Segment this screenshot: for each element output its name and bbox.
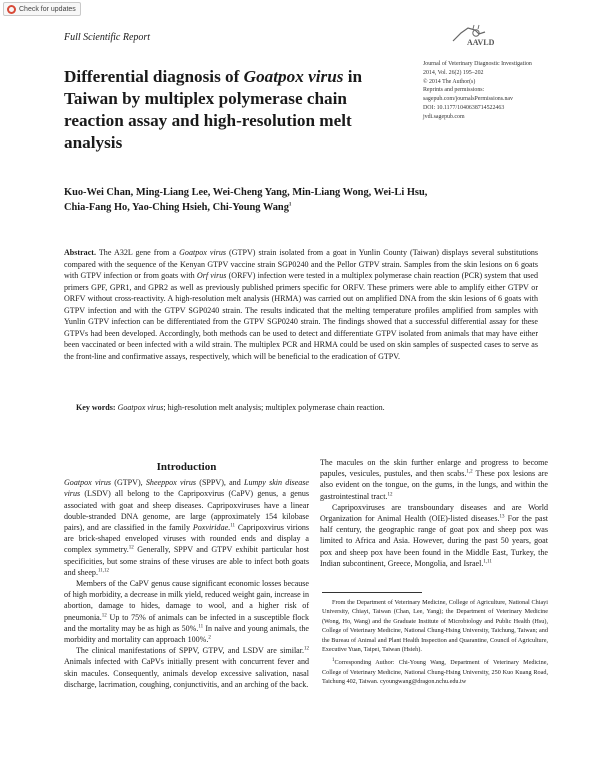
permissions-link[interactable]: sagepub.com/journalsPermissions.nav [423, 96, 513, 103]
title-part-1: Differential diagnosis of [64, 67, 244, 86]
title-part-2: in Taiwan by multiplex polymerase chain reaction assay and high-resolution melt analysis [64, 67, 363, 152]
intro-paragraph-5: Capripoxviruses are transboundary diseases and are World Organization for Animal Health (OIE)-listed diseases.$^{13}$ For the past half century, the geographic range of goat pox and sheep pox was limited to Africa and Asia. However, during the past 50 years, goat pox and sheep pox have been found in the Middle East, Turkey, the Indian subcontinent, Greece, Mongolia, and Israel.$^{1,11}$ [320, 502, 548, 568]
intro-paragraph-1: Goatpox virus (GTPV), Sheeppox virus (SPPV), and Lumpy skin disease virus (LSDV) all belong to the Capripoxvirus (CaPV) genus, a genus associated with goat and sheep diseases. Capripoxviruses have a linear double-stranded DNA genome, are large (approximately 154 kilobase pairs), and are classified in the family Poxviridae.$^{11}$ Capripoxvirus virions are brick-shaped enveloped viruses with rounded ends and display a complex symmetry.$^{12}$ Generally, SPPV and GTPV exhibit particular host specificities, but some strains of these viruses are able to infect both goats and sheep.$^{11,12}$ [64, 478, 310, 577]
keywords: Key words: Goatpox virus; high-resolution melt analysis; multiplex polymerase chain reaction. [76, 403, 385, 412]
corresponding-author: $^1$Corresponding Author: Chi-Young Wang, Department of Veterinary Medicine, College of Veterinary Medicine, National Chung-Hsing University, 250 Kuo Kuang Road, Taichung 402, Taiwan. cyoungwang@dragon.nchu.edu.tw [322, 658, 548, 686]
body-column-right [320, 457, 548, 569]
section-label: Full Scientific Report [64, 32, 151, 43]
reprints-label: Reprints and permissions: [423, 87, 485, 94]
title-italic: Goatpox virus [243, 67, 344, 86]
article-title [64, 66, 364, 154]
authors-line-1: Kuo-Wei Chan, Ming-Liang Lee, Wei-Cheng Yang, Min-Liang Wong, Wei-Li Hsu, [64, 187, 428, 198]
check-for-updates-label: Check for updates [19, 6, 76, 13]
footnote-divider [322, 592, 422, 593]
journal-name: Journal of Veterinary Diagnostic Investigation [423, 61, 532, 67]
authors-line-2: Chia-Fang Ho, Yao-Ching Hsieh, Chi-Young Wang$^1$ [64, 201, 292, 213]
doi[interactable]: DOI: 10.1177/1040638714522463 [423, 104, 505, 111]
journal-url[interactable]: jvdi.sagepub.com [423, 113, 465, 120]
abstract: Abstract. The A32L gene from a Goatpox virus (GTPV) strain isolated from a goat in Yunlin County (Taiwan) displays several substitutions compared with the sequence of the Kenyan GTPV vaccine strain SGP0240 and the Pellor GTPV strain. Samples from the skin lesions on 6 goats with GTPV infection or from goats with Orf virus (ORFV) infection were tested in a multiplex polymerase chain reaction (PCR) system that used primers GPF, GPR1, and GPR2 as well as previously published primers specific for ORFV. These primers were able to amplify either GTPV or ORFV without cross-reactivity. A high-resolution melt analysis (HRMA) was carried out on amplified DNA from the skin lesions of 6 goats with GTPV infection and with the GTPV SGP0240 strain. The results indicated that the melting temperature profiles amplified from samples with Yunlin GTPV infection can be differentiated from the GTPV SGP0240 strain. The findings showed that a successful differential assay for these GTPVs had been developed. Accordingly, both methods can be used to detect and differentiate GTPV isolated from animals that may have either been vaccinated or been infected with a wild strain. The multiplex PCR and HRMA could be used on skin samples of suspected cases to serve as the front-line and confirmative assays, respectively, which will be beneficial to the eradication of GTPV. [64, 248, 538, 361]
intro-heading: Introduction [156, 461, 217, 473]
body-column-left [64, 462, 309, 690]
affiliations [322, 598, 548, 691]
affiliation-text: From the Department of Veterinary Medicine, College of Agriculture, National Chiayi University, Chiayi, Taiwan (Chan, Lee, Yang); the Department of Veterinary Medicine (Wong, Ho, Wang) and the Graduate Institute of Microbiology and Public Health (Hsu), College of Veterinary Medicine, National Chung-Hsing University, Taichung, Taiwan; and the Bureau of Animal and Plant Health Inspection and Quarantine, Council of Agriculture, Executive Yuan, Taipei, Taiwan (Hsieh). [322, 599, 548, 654]
check-for-updates-badge[interactable] [3, 2, 81, 16]
authors [64, 186, 544, 215]
abstract-label: Abstract. [64, 248, 96, 257]
copyright: © 2014 The Author(s) [423, 78, 476, 85]
journal-meta [423, 60, 583, 122]
keywords-label: Key words: [76, 403, 116, 412]
intro-paragraph-2: Members of the CaPV genus cause significant economic losses because of high morbidity, a decrease in milk yield, reduced weight gain, increase in abortion, damage to hides, damage to wool, and a higher risk of pneumonia.$^{12}$ Up to 75% of animals can be infected in a susceptible flock and the mortality may be as high as 50%.$^{11}$ In naïve and young animals, the morbidity and mortality can approach 100%.$^2$ [64, 579, 310, 645]
intro-paragraph-3: The clinical manifestations of SPPV, GTPV, and LSDV are similar.$^{12}$ Animals infected with CaPVs initially present with concurrent fever and skin macules. Consequently, animals develop excessive salivation, nasal discharge, lacrimation, coughing, conjunctivitis, and an arching of the back. [64, 646, 309, 689]
logo-text: AAVLD [467, 38, 495, 47]
crossmark-icon [7, 5, 16, 14]
intro-paragraph-4: The macules on the skin further enlarge and progress to become papules, vesicules, pustules, and then scabs.$^{1,2}$ These pox lesions are also evident on the tongue, on the gums, in the lungs, and within the gastrointestinal tract.$^{12}$ [320, 458, 548, 501]
journal-volume: 2014, Vol. 26(2) 195–202 [423, 69, 484, 76]
aavld-logo [449, 22, 511, 48]
